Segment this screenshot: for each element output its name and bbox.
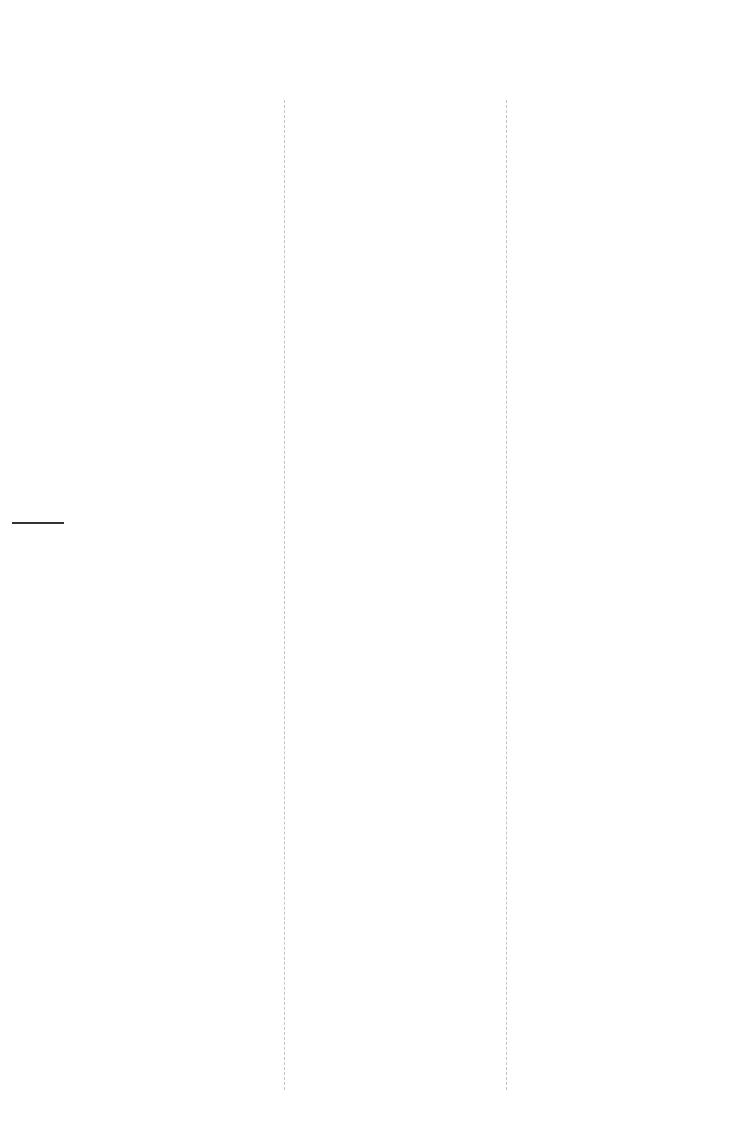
page-number-box	[12, 522, 64, 524]
answer-page	[10, 22, 740, 1100]
column-divider	[506, 100, 507, 1090]
column-divider	[284, 100, 285, 1090]
